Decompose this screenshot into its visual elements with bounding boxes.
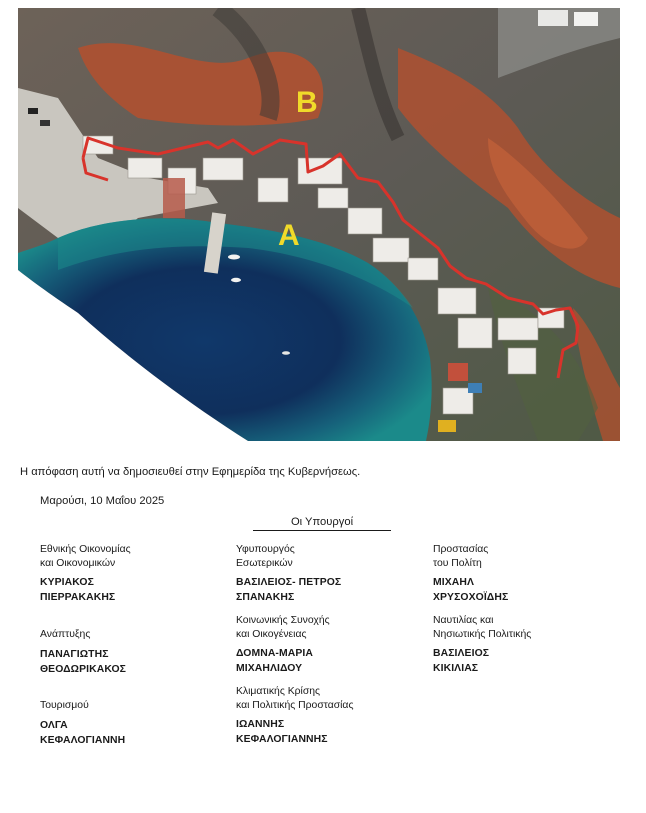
building — [538, 10, 568, 26]
car — [28, 108, 38, 114]
minister-name: ΜΙΧΑΗΛΙΔΟΥ — [236, 663, 303, 674]
minister-name: ΚΙΚΙΛΙΑΣ — [433, 663, 479, 674]
building — [574, 12, 598, 26]
minister-role: Εθνικής Οικονομίας — [40, 544, 131, 555]
roof-yellow — [438, 420, 456, 432]
minister-name: ΜΙΧΑΗΛ — [433, 577, 475, 588]
minister-name: ΒΑΣΙΛΕΙΟΣ — [433, 648, 490, 659]
minister-role: Ανάπτυξης — [40, 629, 91, 640]
label-a: A — [278, 219, 300, 252]
publication-statement: Η απόφαση αυτή να δημοσιευθεί στην Εφημερίδα της Κυβερνήσεως. — [20, 466, 361, 478]
minister-role: Κοινωνικής Συνοχής — [236, 615, 330, 626]
minister-role: και Πολιτικής Προστασίας — [236, 699, 354, 711]
signature-block — [236, 543, 436, 605]
minister-role: Νησιωτικής Πολιτικής — [433, 628, 532, 640]
label-b: B — [296, 86, 318, 119]
minister-name: ΙΩΑΝΝΗΣ — [236, 719, 285, 730]
minister-role: Εσωτερικών — [236, 557, 293, 569]
boat — [282, 351, 290, 355]
roof-terracotta — [163, 178, 185, 218]
signature-block — [433, 614, 633, 676]
minister-role: Υφυπουργός — [236, 544, 295, 555]
minister-name: ΟΛΓΑ — [40, 719, 68, 731]
boat — [228, 255, 240, 260]
signature-block — [40, 628, 240, 677]
minister-name: ΚΕΦΑΛΟΓΙΑΝΝΗΣ — [236, 734, 328, 745]
minister-name: ΚΥΡΙΑΚΟΣ — [40, 577, 94, 588]
minister-name: ΔΟΜΝΑ-ΜΑΡΙΑ — [236, 648, 313, 659]
aerial-photo — [18, 8, 620, 441]
signature-block — [433, 543, 633, 605]
minister-name: ΧΡΥΣΟΧΟΪΔΗΣ — [433, 592, 509, 603]
boat — [231, 278, 241, 282]
minister-role: Κλιματικής Κρίσης — [236, 686, 321, 697]
minister-role: Προστασίας — [433, 544, 489, 555]
signature-block — [236, 685, 436, 747]
signature-block — [40, 543, 240, 605]
minister-name: ΒΑΣΙΛΕΙΟΣ- ΠΕΤΡΟΣ — [236, 577, 342, 588]
minister-role: Τουρισμού — [40, 700, 89, 711]
minister-name: ΠΑΝΑΓΙΩΤΗΣ — [40, 648, 109, 660]
place-date: Μαρούσι, 10 Μαΐου 2025 — [40, 495, 165, 507]
minister-role: και Οικονομικών — [40, 557, 116, 569]
signature-block — [236, 614, 436, 676]
car — [40, 120, 50, 126]
signature-block — [40, 699, 240, 748]
minister-name: ΠΙΕΡΡΑΚΑΚΗΣ — [40, 592, 116, 603]
ministers-heading: Οι Υπουργοί — [253, 516, 391, 531]
minister-name: ΚΕΦΑΛΟΓΙΑΝΝΗ — [40, 734, 126, 746]
roof-blue — [468, 383, 482, 393]
roof-terracotta — [448, 363, 468, 381]
minister-role: και Οικογένειας — [236, 628, 307, 640]
minister-role: του Πολίτη — [433, 557, 482, 569]
minister-name: ΣΠΑΝΑΚΗΣ — [236, 592, 295, 603]
minister-name: ΘΕΟΔΩΡΙΚΑΚΟΣ — [40, 663, 126, 675]
minister-role: Ναυτιλίας και — [433, 615, 494, 626]
